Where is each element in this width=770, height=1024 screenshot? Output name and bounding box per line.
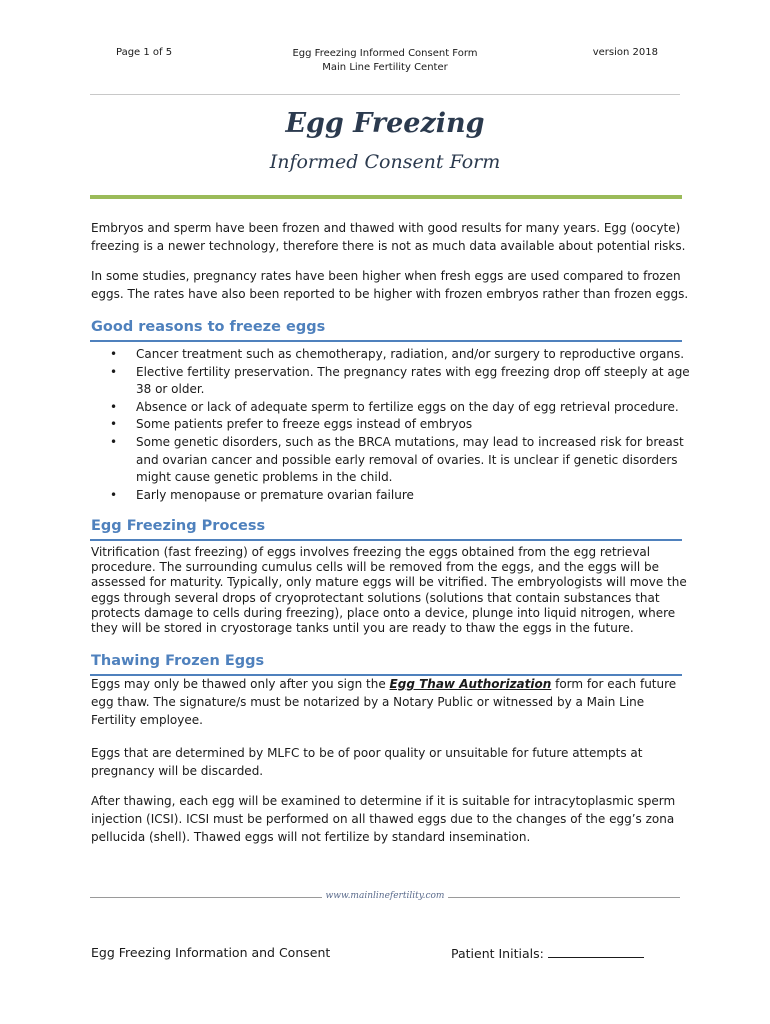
reasons-list (110, 346, 690, 504)
list-item: • Elective fertility preservation. The pregnancy rates with egg freezing drop off steeply at age 38 or older. (110, 364, 690, 399)
header-center (230, 47, 540, 75)
section-divider (90, 340, 682, 342)
footer-url[interactable]: www.mainlinefertility.com (325, 891, 445, 901)
egg-thaw-authorization-link[interactable]: Egg Thaw Authorization (389, 677, 552, 691)
patient-initials (451, 945, 644, 961)
page-subtitle: Informed Consent Form (269, 151, 501, 173)
section-divider (90, 539, 682, 541)
list-item: • Some genetic disorders, such as the BRCA mutations, may lead to increased risk for breast and ovarian cancer and possible early removal of ovaries. It is unclear if genetic disorders might cause genetic problems in the child. (110, 434, 690, 487)
title-divider (90, 195, 682, 199)
header-divider (90, 94, 680, 95)
thawing-text-start: Eggs may only be thawed only after you sign the (91, 677, 390, 691)
patient-initials-field[interactable] (548, 945, 644, 958)
process-paragraph: Vitrification (fast freezing) of eggs involves freezing the eggs obtained from the egg retrieval procedure. The surrounding cumulus cells will be removed from the eggs, and the eggs will be assessed for maturity. Typically, only mature eggs will be vitrified. The embryologists will move the eggs through several drops of cryoprotectant solutions (solutions that contain substances that protects damage to cells during freezing), place onto a device, plunge into liquid nitrogen, where they will be stored in cryostorage tanks until you are ready to thaw the eggs in the future. (91, 545, 687, 636)
footer-divider-right (448, 897, 680, 898)
section-heading-thawing: Thawing Frozen Eggs (91, 653, 265, 669)
page-title: Egg Freezing (285, 108, 485, 139)
page-number: Page 1 of 5 (116, 47, 173, 58)
list-item: • Cancer treatment such as chemotherapy, radiation, and/or surgery to reproductive organs. (110, 346, 690, 364)
version-label: version 2018 (592, 47, 658, 58)
thawing-text-end: form for each future egg thaw. The signature/s must be notarized by a Notary Public or witnessed by a Main Line Fertility employee. (91, 677, 677, 727)
list-item: • Early menopause or premature ovarian failure (110, 487, 690, 505)
header-center-name: Main Line Fertility Center (322, 62, 448, 73)
list-item: • Some patients prefer to freeze eggs instead of embryos (110, 416, 690, 434)
footer-document-name: Egg Freezing Information and Consent (91, 945, 331, 960)
intro-paragraph-2: In some studies, pregnancy rates have been higher when fresh eggs are used compared to frozen eggs. The rates have also been reported to be higher with frozen embryos rather than frozen eggs. (91, 269, 689, 301)
footer-divider-left (90, 897, 322, 898)
header-form-title: Egg Freezing Informed Consent Form (292, 48, 478, 59)
thawing-paragraph-2: Eggs that are determined by MLFC to be of poor quality or unsuitable for future attempts at pregnancy will be discarded. (91, 746, 643, 778)
thawing-paragraph-1 (91, 675, 687, 729)
intro-paragraph-1: Embryos and sperm have been frozen and thawed with good results for many years. Egg (oocyte) freezing is a newer technology, therefore there is not as much data available about potential risks. (91, 221, 686, 253)
patient-initials-label: Patient Initials: (451, 946, 544, 961)
section-heading-good-reasons: Good reasons to freeze eggs (91, 319, 326, 335)
section-heading-process: Egg Freezing Process (91, 518, 266, 534)
thawing-paragraph-3: After thawing, each egg will be examined to determine if it is suitable for intracytoplasmic sperm injection (ICSI). ICSI must be performed on all thawed eggs due to the changes of the egg’s zona pellucida (shell). Thawed eggs will not fertilize by standard insemination. (91, 794, 676, 844)
list-item: • Absence or lack of adequate sperm to fertilize eggs on the day of egg retrieval procedure. (110, 399, 690, 417)
